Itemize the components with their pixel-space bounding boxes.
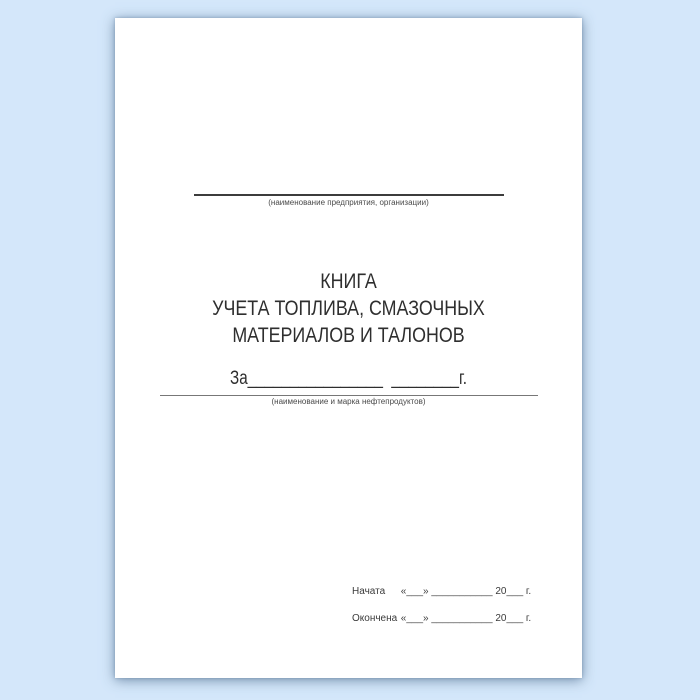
ended-value: «___» ___________ 20___ г. — [400, 613, 532, 624]
period-field: За________________ ________г. — [230, 368, 467, 389]
document-title — [150, 268, 547, 349]
started-row — [352, 586, 531, 598]
footer-dates — [352, 586, 531, 625]
fuel-name-caption: (наименование и марка нефтепродуктов) — [271, 397, 426, 406]
ended-row — [352, 613, 531, 625]
started-label: Начата — [352, 586, 386, 597]
title-line-2: УЧЕТА ТОПЛИВА, СМАЗОЧНЫХ — [212, 297, 485, 320]
organization-name-field — [115, 194, 582, 207]
organization-name-caption: (наименование предприятия, организации) — [268, 198, 429, 207]
document-page — [115, 18, 582, 678]
title-line-1: КНИГА — [320, 270, 377, 293]
started-value: «___» ___________ 20___ г. — [400, 586, 532, 597]
title-line-3: МАТЕРИАЛОВ И ТАЛОНОВ — [232, 324, 465, 347]
fuel-name-line — [160, 395, 538, 396]
ended-label: Окончена — [352, 613, 398, 624]
fuel-name-field — [115, 395, 582, 406]
organization-name-line — [194, 194, 504, 196]
